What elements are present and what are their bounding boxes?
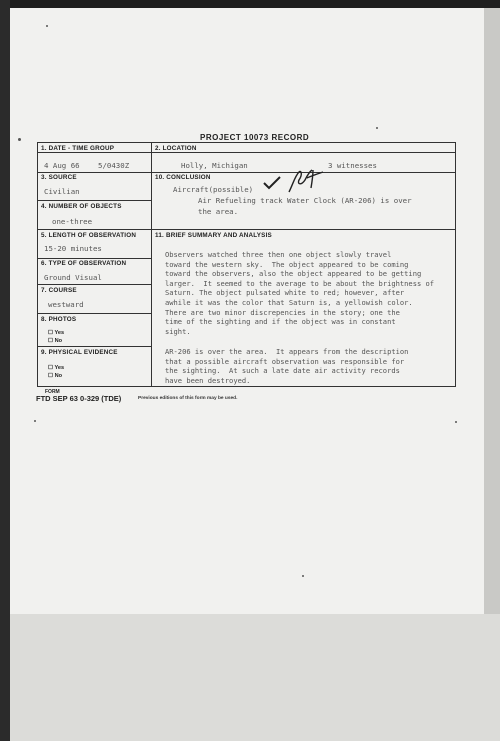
summary-line: the sighting. At such a late date air activity records bbox=[165, 366, 400, 376]
number-of-objects-label: 4. NUMBER OF OBJECTS bbox=[41, 203, 122, 210]
column-divider bbox=[151, 143, 152, 386]
summary-line: that a possible aircraft observation was responsible for bbox=[165, 356, 405, 366]
row-divider bbox=[38, 152, 455, 153]
conclusion-line-3: the area. bbox=[198, 207, 239, 216]
location-value: Holly, Michigan bbox=[181, 161, 248, 170]
scan-speck bbox=[302, 575, 304, 577]
record-form bbox=[37, 142, 456, 387]
physical-evidence-yes-label: Yes bbox=[54, 365, 65, 371]
summary-line: toward the observers, also the object appeared to be getting bbox=[165, 269, 422, 279]
checkbox-icon: ☐ bbox=[48, 338, 55, 344]
checkbox-icon: ☐ bbox=[48, 330, 55, 336]
type-of-observation-value: Ground Visual bbox=[44, 273, 102, 282]
physical-evidence-yes-option[interactable] bbox=[48, 365, 64, 371]
form-title: PROJECT 10073 RECORD bbox=[200, 133, 310, 142]
length-of-observation-value: 15-20 minutes bbox=[44, 244, 102, 253]
summary-line: toward the western sky. The object appeared to be coming bbox=[165, 259, 409, 269]
physical-evidence-no-label: No bbox=[54, 373, 63, 379]
witnesses-value: 3 witnesses bbox=[328, 161, 377, 170]
photos-yes-option[interactable] bbox=[48, 330, 64, 336]
photos-no-label: No bbox=[54, 338, 63, 344]
summary-line: awhile it was the color that Saturn is, a yellowish color. bbox=[165, 298, 413, 307]
date-value: 4 Aug 66 bbox=[44, 161, 80, 170]
photos-label: 8. PHOTOS bbox=[41, 316, 77, 323]
summary-label: 11. BRIEF SUMMARY AND ANALYSIS bbox=[155, 232, 272, 239]
footer-ftd-number: FTD SEP 63 0-329 (TDE) bbox=[36, 394, 122, 403]
summary-line: Saturn. The object pulsated white to red; however, after bbox=[165, 288, 405, 298]
conclusion-line-2: Air Refueling track Water Clock (AR-206) is over bbox=[198, 196, 412, 205]
physical-evidence-label: 9. PHYSICAL EVIDENCE bbox=[41, 349, 118, 356]
scan-edge-right bbox=[484, 8, 500, 614]
source-value: Civilian bbox=[44, 187, 80, 196]
scan-speck bbox=[46, 25, 48, 27]
location-label: 2. LOCATION bbox=[155, 145, 197, 152]
checkbox-icon: ☐ bbox=[48, 365, 55, 371]
date-time-group-label: 1. DATE - TIME GROUP bbox=[41, 145, 115, 152]
row-divider bbox=[38, 172, 455, 173]
summary-line: There are two minor discrepencies in the story; one the bbox=[165, 307, 400, 317]
row-divider bbox=[38, 346, 151, 347]
course-label: 7. COURSE bbox=[41, 287, 77, 294]
footer-previous-editions-note: Previous editions of this form may be used. bbox=[138, 396, 238, 401]
row-divider bbox=[38, 229, 455, 230]
course-value: westward bbox=[48, 300, 84, 309]
scan-lower-strip bbox=[10, 614, 500, 741]
summary-line: larger. It seemed to the average to be about the brightness of bbox=[165, 278, 435, 288]
summary-line: time of the sighting and if the object was in constant bbox=[165, 317, 396, 327]
summary-line: sight. bbox=[165, 326, 191, 336]
footer-form-label: FORM bbox=[45, 389, 60, 395]
row-divider bbox=[38, 258, 151, 259]
row-divider bbox=[38, 284, 151, 285]
photos-yes-label: Yes bbox=[54, 330, 65, 336]
time-value: 5/0430Z bbox=[98, 161, 130, 170]
scan-speck bbox=[34, 420, 36, 422]
handwritten-initials bbox=[285, 166, 325, 196]
conclusion-line-1: Aircraft(possible) bbox=[173, 185, 254, 194]
summary-line: have been destroyed. bbox=[165, 375, 251, 385]
number-of-objects-value: one-three bbox=[52, 217, 93, 226]
summary-line: Observers watched three then one object slowly travel bbox=[165, 250, 392, 259]
physical-evidence-no-option[interactable] bbox=[48, 373, 62, 379]
source-label: 3. SOURCE bbox=[41, 174, 77, 181]
scan-speck bbox=[455, 421, 457, 423]
length-of-observation-label: 5. LENGTH OF OBSERVATION bbox=[41, 232, 137, 239]
check-mark-icon bbox=[263, 176, 281, 190]
type-of-observation-label: 6. TYPE OF OBSERVATION bbox=[41, 260, 127, 267]
scan-dark-edge-left bbox=[0, 0, 10, 741]
summary-line: AR-206 is over the area. It appears from the description bbox=[165, 347, 409, 356]
row-divider bbox=[38, 313, 151, 314]
row-divider bbox=[38, 200, 151, 201]
conclusion-label: 10. CONCLUSION bbox=[155, 174, 211, 181]
scan-speck bbox=[18, 138, 21, 141]
checkbox-icon: ☐ bbox=[48, 373, 55, 379]
photos-no-option[interactable] bbox=[48, 338, 62, 344]
scan-speck bbox=[376, 127, 378, 129]
